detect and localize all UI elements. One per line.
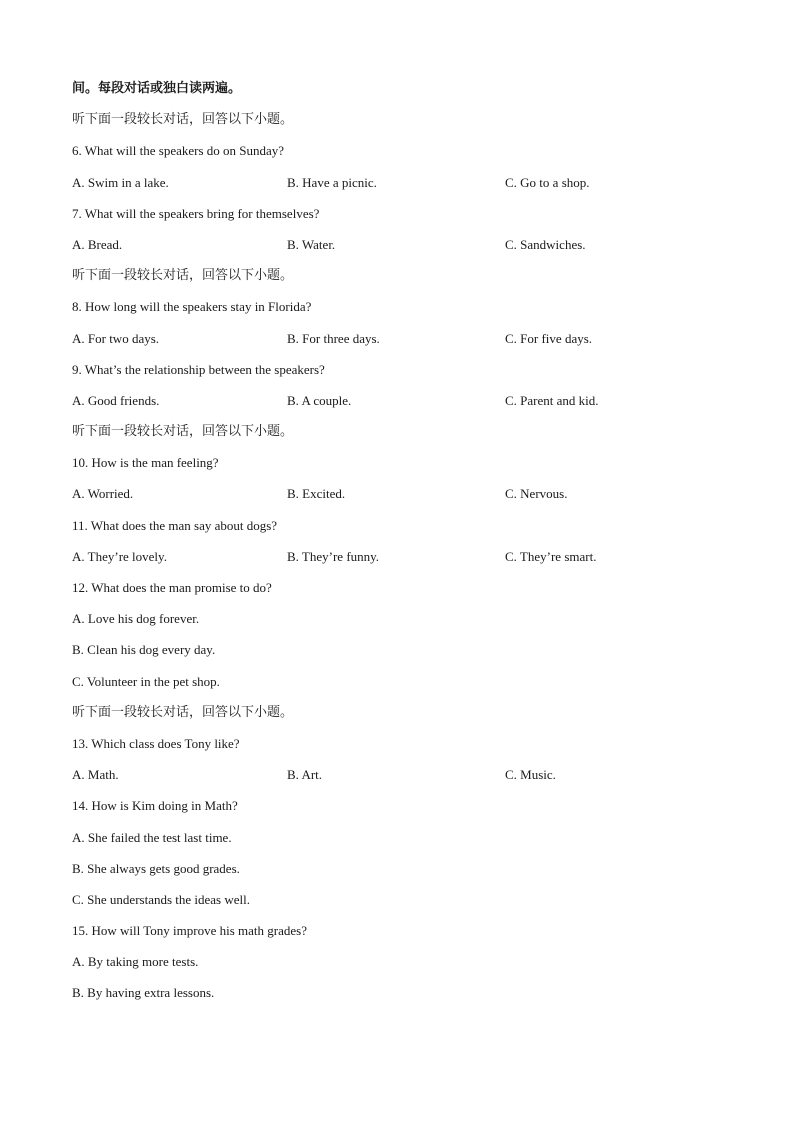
question-text: 15. How will Tony improve his math grades? [72,923,307,939]
exam-page [72,78,732,1014]
option-a[interactable]: A. Worried. [72,486,134,502]
option-a[interactable]: A. Math. [72,767,119,783]
option-b[interactable]: B. Water. [287,236,336,252]
option-c[interactable]: C. Volunteer in the pet shop. [72,673,220,689]
option-c[interactable]: C. They’re smart. [505,548,597,564]
option-b[interactable]: B. Excited. [287,486,346,502]
option-b[interactable]: B. By having extra lessons. [72,985,215,1001]
option-c[interactable]: C. Music. [505,767,556,783]
option-a[interactable]: A. They’re lovely. [72,548,167,564]
option-b[interactable]: B. Clean his dog every day. [72,642,216,658]
section-instruction: 听下面一段较长对话，回答以下小题。 [72,704,294,720]
option-a[interactable]: A. For two days. [72,330,160,346]
question-text: 11. What does the man say about dogs? [72,517,278,533]
question-text: 6. What will the speakers do on Sunday? [72,143,285,159]
option-row [72,172,732,203]
option-b[interactable]: B. For three days. [287,330,380,346]
option-a[interactable]: A. Love his dog forever. [72,611,200,627]
option-b[interactable]: B. Have a picnic. [287,174,377,190]
option-a[interactable]: A. By taking more tests. [72,954,199,970]
option-row [72,234,732,265]
section-instruction: 听下面一段较长对话，回答以下小题。 [72,268,294,284]
section-instruction: 听下面一段较长对话，回答以下小题。 [72,424,294,440]
option-c[interactable]: C. Parent and kid. [505,392,599,408]
option-c[interactable]: C. Sandwiches. [505,236,586,252]
question-text: 9. What’s the relationship between the speakers? [72,361,325,377]
option-a[interactable]: A. Bread. [72,236,123,252]
option-b[interactable]: B. She always gets good grades. [72,860,240,876]
intro-line: 间。每段对话或独白读两遍。 [72,81,242,96]
option-c[interactable]: C. Nervous. [505,486,568,502]
option-row [72,328,732,359]
option-row [72,546,732,577]
section-instruction: 听下面一段较长对话，回答以下小题。 [72,112,294,128]
option-a[interactable]: A. Swim in a lake. [72,174,169,190]
option-row [72,483,732,514]
option-row [72,390,732,421]
option-a[interactable]: A. She failed the test last time. [72,829,232,845]
question-text: 10. How is the man feeling? [72,455,219,471]
question-text: 8. How long will the speakers stay in Florida? [72,299,312,315]
question-text: 14. How is Kim doing in Math? [72,798,238,814]
question-text: 13. Which class does Tony like? [72,735,240,751]
option-b[interactable]: B. Art. [287,767,323,783]
option-a[interactable]: A. Good friends. [72,392,160,408]
option-c[interactable]: C. Go to a shop. [505,174,590,190]
option-b[interactable]: B. A couple. [287,392,352,408]
question-text: 7. What will the speakers bring for themselves? [72,205,320,221]
option-c[interactable]: C. She understands the ideas well. [72,891,250,907]
option-c[interactable]: C. For five days. [505,330,593,346]
option-b[interactable]: B. They’re funny. [287,548,380,564]
option-row [72,764,732,795]
question-text: 12. What does the man promise to do? [72,580,272,595]
